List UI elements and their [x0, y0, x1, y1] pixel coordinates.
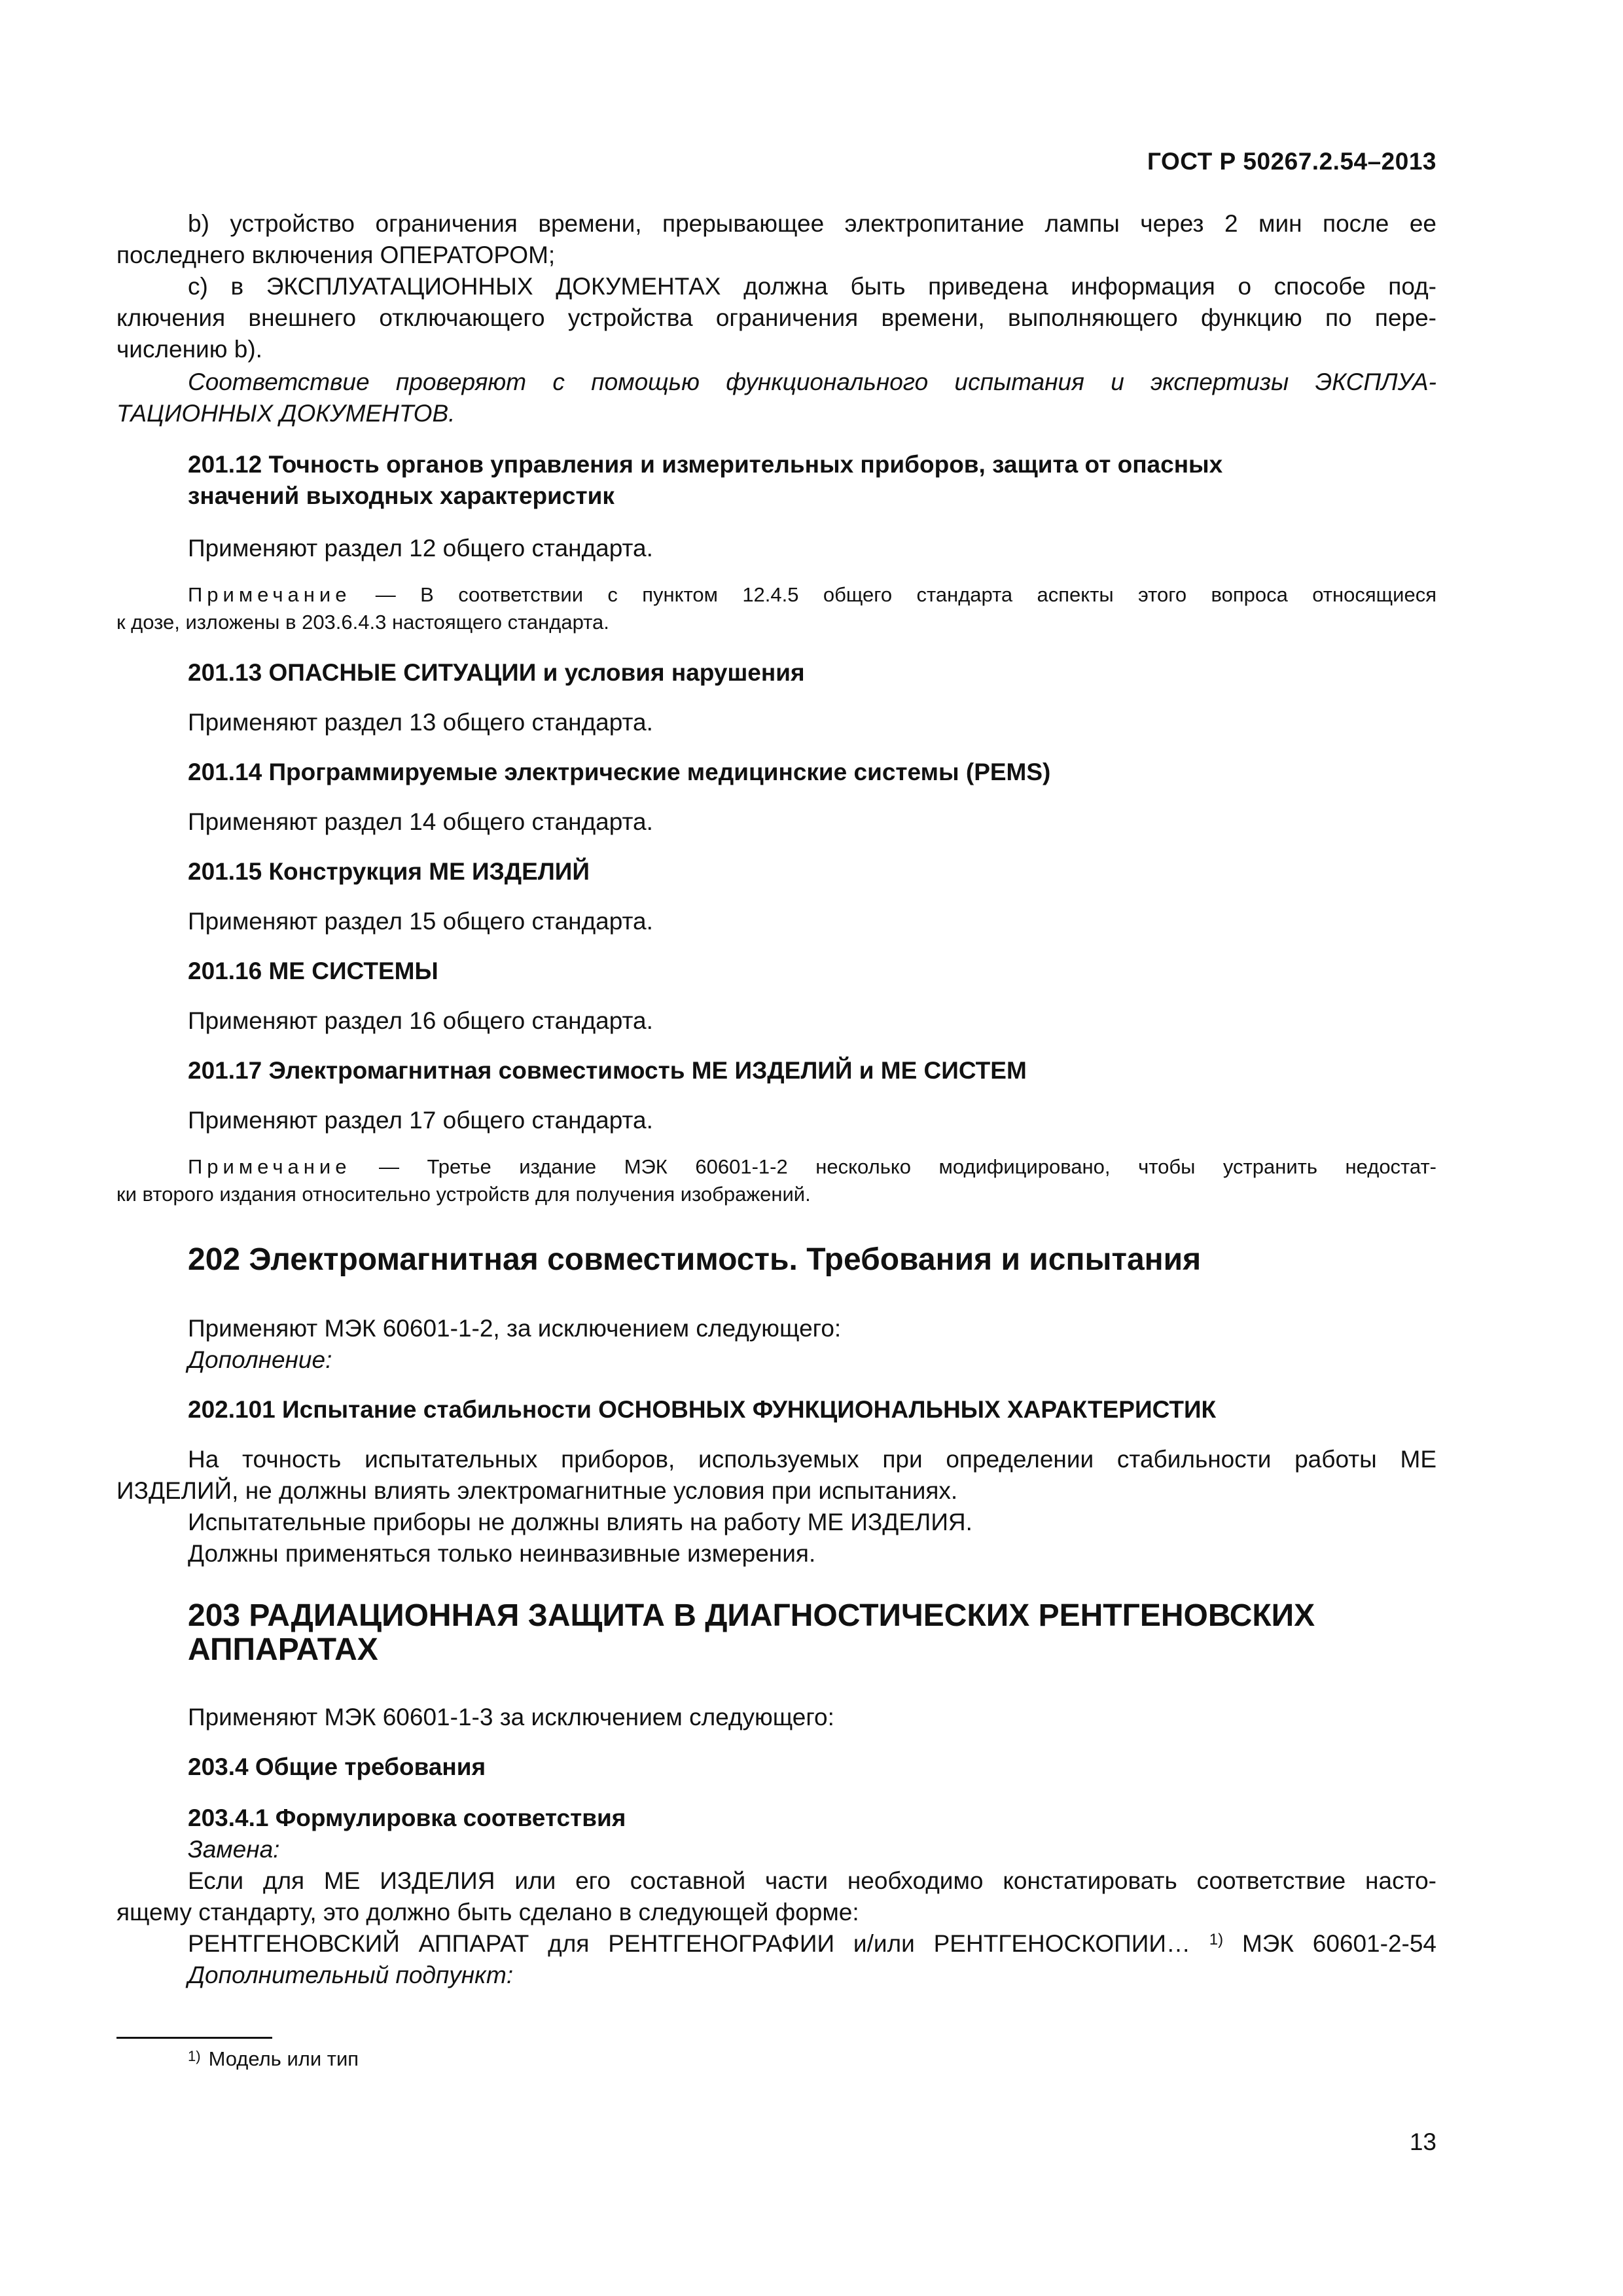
section-201-16-heading: 201.16 МЕ СИСТЕМЫ	[188, 958, 438, 984]
item-c-line-1: c) в ЭКСПЛУАТАЦИОННЫХ ДОКУМЕНТАХ должна быть приведена информация о способе под-	[188, 273, 1436, 300]
section-203-title-line-2: АППАРАТАХ	[188, 1632, 378, 1667]
section-201-15-heading: 201.15 Конструкция МЕ ИЗДЕЛИЙ	[188, 858, 590, 885]
compliance-line-1: Соответствие проверяют с помощью функционального испытания и экспертизы ЭКСПЛУА-	[188, 368, 1436, 395]
note-2-label: Примечание	[188, 1155, 351, 1178]
section-203-4-1-line-1: Если для МЕ ИЗДЕЛИЯ или его составной части необходимо констатировать соответствие насто-	[188, 1867, 1436, 1894]
section-202-101-line-3: Испытательные приборы не должны влиять на работу МЕ ИЗДЕЛИЯ.	[188, 1509, 972, 1535]
section-201-15-text: Применяют раздел 15 общего стандарта.	[188, 908, 653, 935]
section-201-12-text: Применяют раздел 12 общего стандарта.	[188, 535, 653, 562]
note-1-label: Примечание	[188, 583, 351, 606]
item-b-line-1: b) устройство ограничения времени, прерывающее электропитание лампы через 2 мин после ее	[188, 210, 1436, 237]
footnote	[188, 2045, 359, 2073]
note-1-line-1	[116, 581, 1436, 609]
section-202-101-line-1: На точность испытательных приборов, используемых при определении стабильности работы МЕ	[188, 1446, 1436, 1473]
compliance-line-2: ТАЦИОННЫХ ДОКУМЕНТОВ.	[116, 400, 455, 427]
section-201-17-text: Применяют раздел 17 общего стандарта.	[188, 1107, 653, 1134]
section-203-4-1-heading: 203.4.1 Формулировка соответствия	[188, 1804, 626, 1831]
section-201-13-text: Применяют раздел 13 общего стандарта.	[188, 709, 653, 736]
note-1-line-2: к дозе, изложены в 203.6.4.3 настоящего стандарта.	[116, 611, 609, 634]
footnote-separator	[116, 2037, 272, 2039]
section-201-13-heading: 201.13 ОПАСНЫЕ СИТУАЦИИ и условия нарушения	[188, 659, 805, 686]
section-202-101-line-4: Должны применяться только неинвазивные измерения.	[188, 1540, 816, 1567]
compliance-form-text: РЕНТГЕНОВСКИЙ АППАРАТ для РЕНТГЕНОГРАФИИ и/или РЕНТГЕНОСКОПИИ…	[188, 1930, 1190, 1957]
section-201-14-text: Применяют раздел 14 общего стандарта.	[188, 808, 653, 835]
section-202-title: 202 Электромагнитная совместимость. Требования и испытания	[188, 1242, 1202, 1277]
compliance-form-standard: МЭК 60601-2-54	[1241, 1930, 1437, 1957]
section-203-text: Применяют МЭК 60601-1-3 за исключением следующего:	[188, 1704, 834, 1731]
section-203-4-heading: 203.4 Общие требования	[188, 1753, 486, 1780]
note-1-text: — В соответствии с пунктом 12.4.5 общего стандарта аспекты этого вопроса относящиеся	[351, 583, 1436, 606]
section-203-4-1-additional: Дополнительный подпункт:	[188, 1962, 514, 1988]
section-201-16-text: Применяют раздел 16 общего стандарта.	[188, 1007, 653, 1034]
section-203-4-1-form-line	[116, 1928, 1436, 1960]
note-2-text: — Третье издание МЭК 60601-1-2 несколько модифицировано, чтобы устранить недостат-	[351, 1155, 1436, 1178]
section-202-101-line-2: ИЗДЕЛИЙ, не должны влиять электромагнитные условия при испытаниях.	[116, 1477, 958, 1504]
page-number: 13	[1409, 2128, 1436, 2155]
section-201-17-heading: 201.17 Электромагнитная совместимость МЕ ИЗДЕЛИЙ и МЕ СИСТЕМ	[188, 1057, 1027, 1084]
document-code: ГОСТ Р 50267.2.54–2013	[1147, 148, 1436, 175]
section-203-4-1-replacement: Замена:	[188, 1836, 280, 1863]
section-201-12-heading-line-2: значений выходных характеристик	[188, 482, 615, 509]
item-b-line-2: последнего включения ОПЕРАТОРОМ;	[116, 242, 556, 268]
document-page	[116, 0, 1436, 2296]
section-203-4-1-line-2: ящему стандарту, это должно быть сделано в следующей форме:	[116, 1899, 859, 1926]
footnote-reference: 1)	[1209, 1931, 1224, 1948]
section-202-101-heading: 202.101 Испытание стабильности ОСНОВНЫХ ФУНКЦИОНАЛЬНЫХ ХАРАКТЕРИСТИК	[188, 1396, 1217, 1423]
item-c-line-2: ключения внешнего отключающего устройства ограничения времени, выполняющего функцию по пере-	[116, 304, 1436, 331]
section-201-14-heading: 201.14 Программируемые электрические медицинские системы (PEMS)	[188, 759, 1051, 785]
section-203-title-line-1: 203 РАДИАЦИОННАЯ ЗАЩИТА В ДИАГНОСТИЧЕСКИХ РЕНТГЕНОВСКИХ	[188, 1598, 1315, 1633]
section-202-addition: Дополнение:	[188, 1346, 332, 1373]
section-201-12-heading-line-1: 201.12 Точность органов управления и измерительных приборов, защита от опасных	[188, 451, 1223, 478]
footnote-text: Модель или тип	[208, 2047, 359, 2070]
item-c-line-3: числению b).	[116, 336, 262, 363]
section-202-text: Применяют МЭК 60601-1-2, за исключением следующего:	[188, 1315, 842, 1342]
footnote-mark: 1)	[188, 2048, 201, 2064]
note-2-line-2: ки второго издания относительно устройств для получения изображений.	[116, 1183, 811, 1206]
note-2-line-1	[116, 1153, 1436, 1181]
